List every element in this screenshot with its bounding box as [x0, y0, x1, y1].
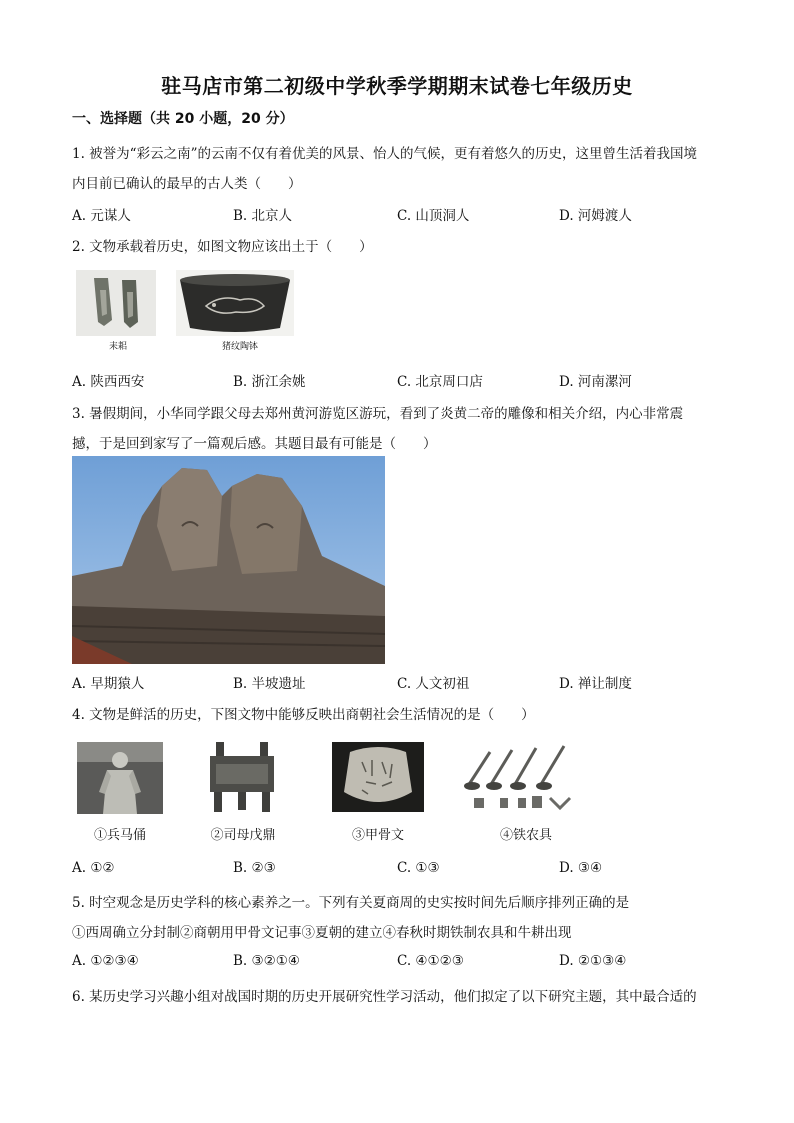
q5-option-a: A. ①②③④	[72, 953, 139, 969]
q1-option-a: A. 元谋人	[72, 208, 131, 224]
q2-option-c: C. 北京周口店	[397, 374, 483, 390]
q5-option-b: B. ③②①④	[233, 953, 300, 969]
q6-stem-line1: 6. 某历史学习兴趣小组对战国时期的历史开展研究性学习活动，他们拟定了以下研究主题，其中最合适的	[72, 989, 697, 1005]
yan-huang-statue-photo	[72, 456, 385, 664]
q4-caption-4: ④铁农具	[499, 828, 552, 843]
q2-option-a: A. 陕西西安	[72, 374, 145, 390]
exam-title: 驻马店市第二初级中学秋季学期期末试卷七年级历史	[161, 74, 633, 98]
q3-option-c: C. 人文初祖	[397, 676, 470, 692]
q5-stem-line2: ①西周确立分封制②商朝用甲骨文记事③夏朝的建立④春秋时期铁制农具和牛耕出现	[72, 925, 572, 941]
q1-option-d: D. 河姆渡人	[559, 208, 632, 224]
q2-option-d: D. 河南漯河	[559, 374, 632, 390]
q4-stem-line1: 4. 文物是鲜活的历史，下图文物中能够反映出商朝社会生活情况的是（ ）	[72, 707, 535, 723]
pig-pattern-pottery-bowl-image	[176, 270, 294, 336]
q3-option-b: B. 半坡遗址	[233, 676, 306, 692]
q2-stem-line1: 2. 文物承载着历史，如图文物应该出土于（ ）	[72, 239, 373, 255]
q4-option-b: B. ②③	[233, 860, 276, 876]
q4-option-c: C. ①③	[397, 860, 440, 876]
q1-option-b: B. 北京人	[233, 208, 293, 224]
simuwu-ding-image	[202, 742, 282, 812]
q4-caption-3: ③甲骨文	[351, 828, 404, 843]
q4-caption-1: ①兵马俑	[93, 828, 146, 843]
q4-option-a: A. ①②	[72, 860, 115, 876]
q4-caption-2: ②司母戊鼎	[210, 828, 276, 843]
terracotta-warrior-image	[77, 742, 163, 814]
leisi-tool-image	[76, 270, 156, 336]
q2-option-b: B. 浙江余姚	[233, 374, 306, 390]
q3-stem-line2: 撼，于是回到家写了一篇观后感。其题目最有可能是（ ）	[72, 436, 437, 452]
q2-caption-2: 猪纹陶钵	[221, 342, 258, 352]
q2-caption-1: 耒耜	[108, 342, 127, 352]
q5-option-c: C. ④①②③	[397, 953, 464, 969]
q1-stem-line1: 1. 被誉为“彩云之南”的云南不仅有着优美的风景、怡人的气候，更有着悠久的历史，这里曾生活着我国境	[72, 146, 697, 162]
q4-option-d: D. ③④	[559, 860, 603, 876]
q1-option-c: C. 山顶洞人	[397, 208, 470, 224]
q3-option-a: A. 早期猿人	[72, 676, 145, 692]
oracle-bone-image	[332, 742, 424, 812]
q5-stem-line1: 5. 时空观念是历史学科的核心素养之一。下列有关夏商周的史实按时间先后顺序排列正确的是	[72, 895, 630, 911]
q5-option-d: D. ②①③④	[559, 953, 627, 969]
q3-stem-line1: 3. 暑假期间，小华同学跟父母去郑州黄河游览区游玩，看到了炎黄二帝的雕像和相关介绍，内心非常震	[72, 406, 684, 422]
q3-option-d: D. 禅让制度	[559, 676, 632, 692]
q1-stem-line2: 内目前已确认的最早的古人类（ ）	[72, 176, 302, 192]
iron-farm-tools-image	[460, 742, 580, 812]
section-heading: 一、选择题（共 20 小题，20 分）	[72, 111, 294, 127]
